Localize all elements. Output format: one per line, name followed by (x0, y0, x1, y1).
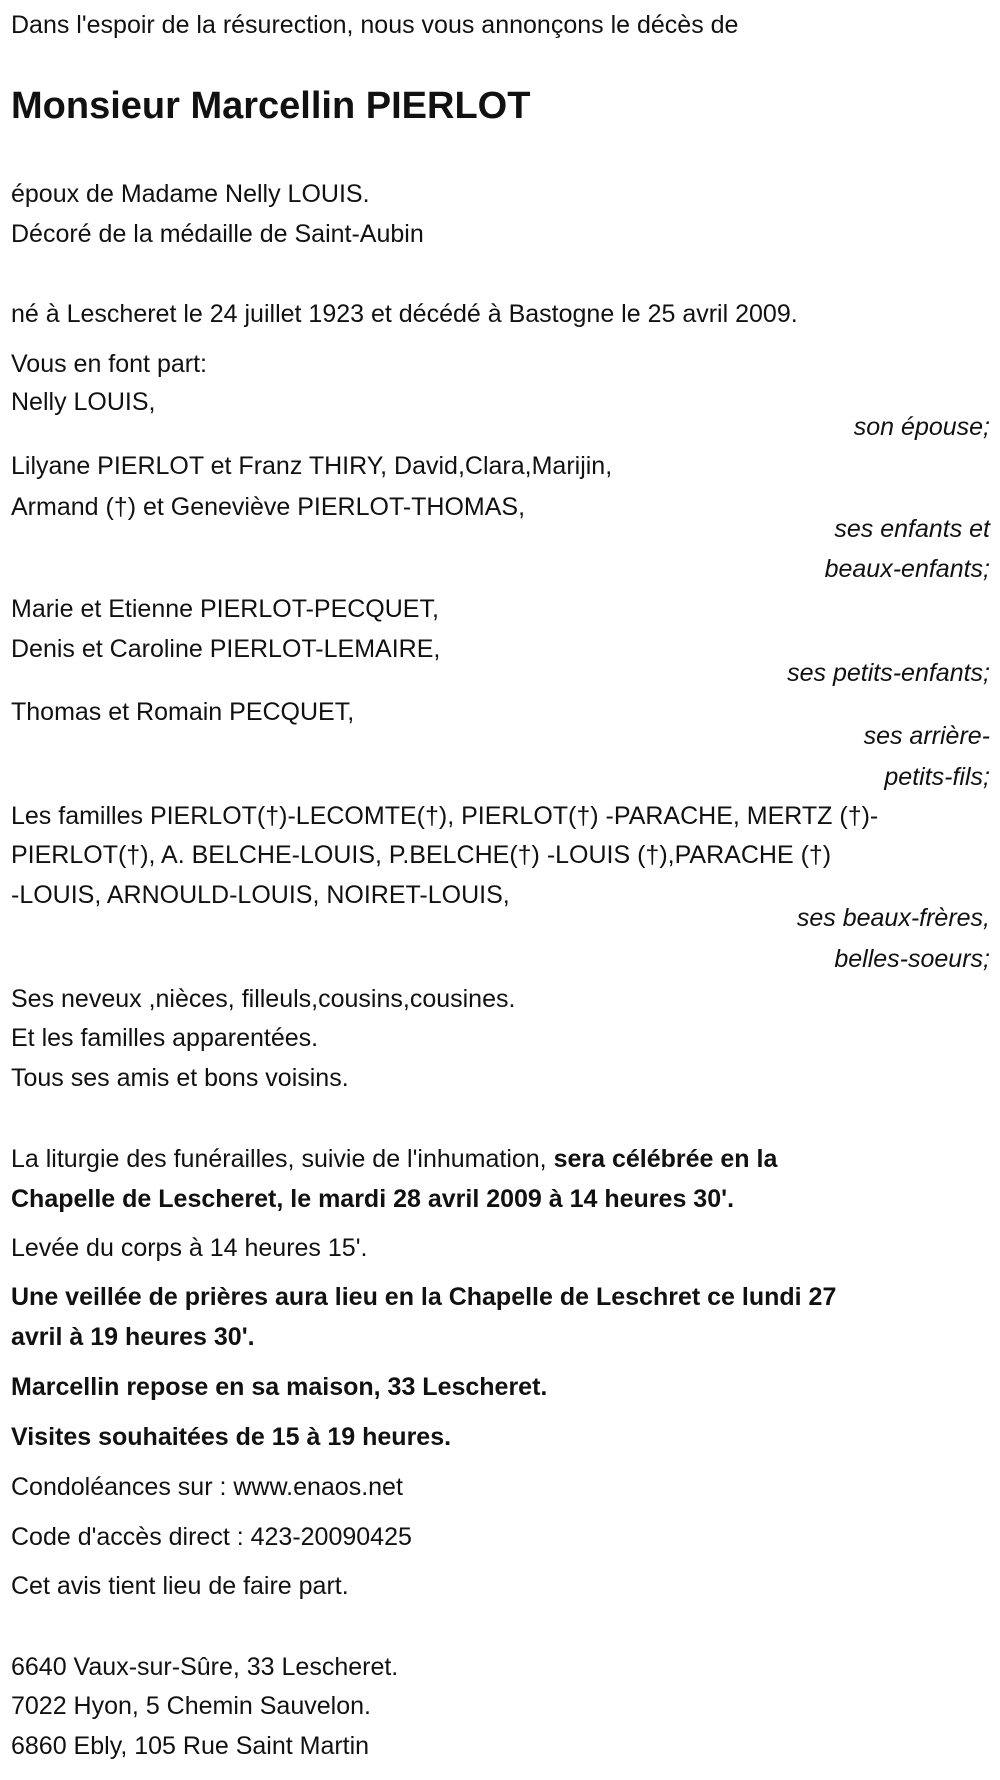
family-name-line: Lilyane PIERLOT et Franz THIRY, David,Clara,Marijin, (11, 452, 613, 480)
liturgy-bold: sera célébrée en la (553, 1145, 778, 1173)
levee-line: Levée du corps à 14 heures 15'. (11, 1234, 368, 1262)
others-line: Et les familles apparentées. (11, 1024, 319, 1052)
family-relation: ses enfants et (834, 515, 990, 543)
rest-line: Marcellin repose en sa maison, 33 Lescheret. (11, 1373, 548, 1401)
family-relation: ses arrière- (863, 722, 990, 750)
address-line: 7022 Hyon, 5 Chemin Sauvelon. (11, 1692, 371, 1720)
family-name-line: Marie et Etienne PIERLOT-PECQUET, (11, 595, 439, 623)
family-relation: belles-soeurs; (834, 945, 990, 973)
address-line: 6860 Ebly, 105 Rue Saint Martin (11, 1732, 370, 1760)
family-name-line: PIERLOT(†), A. BELCHE-LOUIS, P.BELCHE(†) -LOUIS (†),PARACHE (†) (11, 841, 832, 869)
visits-line: Visites souhaitées de 15 à 19 heures. (11, 1423, 452, 1451)
announce-line: Vous en font part: (11, 350, 207, 378)
family-name-line: -LOUIS, ARNOULD-LOUIS, NOIRET-LOUIS, (11, 881, 510, 909)
liturgy-normal: La liturgie des funérailles, suivie de l'inhumation, (11, 1145, 554, 1173)
address-line: 6640 Vaux-sur-Sûre, 33 Lescheret. (11, 1653, 399, 1681)
condolences-line: Condoléances sur : www.enaos.net (11, 1473, 403, 1501)
vigil-line: avril à 19 heures 30'. (11, 1323, 255, 1351)
family-relation: ses petits-enfants; (787, 659, 990, 687)
vigil-line: Une veillée de prières aura lieu en la Chapelle de Leschret ce lundi 27 (11, 1283, 837, 1311)
family-relation: beaux-enfants; (824, 555, 990, 583)
access-code-line: Code d'accès direct : 423-20090425 (11, 1523, 412, 1551)
decoration-line: Décoré de la médaille de Saint-Aubin (11, 220, 424, 248)
spouse-line: époux de Madame Nelly LOUIS. (11, 180, 370, 208)
liturgy-line-2: Chapelle de Lescheret, le mardi 28 avril 2009 à 14 heures 30'. (11, 1185, 735, 1213)
family-name-line: Les familles PIERLOT(†)-LECOMTE(†), PIERLOT(†) -PARACHE, MERTZ (†)- (11, 802, 879, 830)
intro-text: Dans l'espoir de la résurection, nous vous annonçons le décès de (11, 11, 739, 39)
others-line: Ses neveux ,nièces, filleuls,cousins,cousines. (11, 985, 516, 1013)
birth-death-line: né à Lescheret le 24 juillet 1923 et décédé à Bastogne le 25 avril 2009. (11, 300, 798, 328)
liturgy-line-1 (11, 1139, 777, 1179)
family-relation: son épouse; (853, 413, 990, 441)
family-name-line: Armand (†) et Geneviève PIERLOT-THOMAS, (11, 493, 526, 521)
deceased-name: Monsieur Marcellin PIERLOT (11, 85, 531, 127)
others-line: Tous ses amis et bons voisins. (11, 1064, 349, 1092)
family-name-line: Denis et Caroline PIERLOT-LEMAIRE, (11, 635, 441, 663)
family-relation: ses beaux-frères, (796, 904, 990, 932)
family-name-line: Nelly LOUIS, (11, 388, 156, 416)
family-name-line: Thomas et Romain PECQUET, (11, 698, 355, 726)
family-relation: petits-fils; (884, 763, 990, 791)
notice-line: Cet avis tient lieu de faire part. (11, 1572, 349, 1600)
